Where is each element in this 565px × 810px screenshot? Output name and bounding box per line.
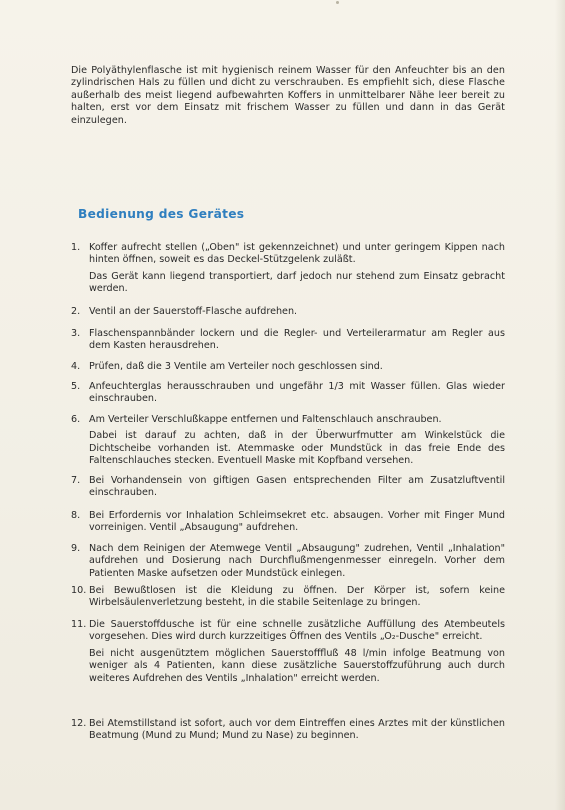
list-item-3: [71, 328, 505, 353]
item-text: Anfeuchterglas herausschrauben und ungefähr 1/3 mit Wasser füllen. Glas wieder einschrauben.: [89, 381, 505, 405]
list-item-1: [71, 242, 505, 296]
page-edge-shadow: [555, 0, 565, 810]
item-number: 11.: [71, 619, 87, 630]
list-item-4: [71, 361, 505, 373]
list-item-7: [71, 475, 505, 500]
item-text: Die Sauerstoffdusche ist für eine schnelle zusätzliche Auffüllung des Atembeutels vorgesehen. Dies wird durch kurzzeitiges Öffnen des Ventils „O₂-Dusche" erreicht.: [89, 619, 505, 643]
item-number: 3.: [71, 328, 81, 339]
list-item-11: [71, 619, 505, 685]
item-text: Prüfen, daß die 3 Ventile am Verteiler noch geschlossen sind.: [89, 361, 383, 372]
list-item-6: [71, 414, 505, 468]
item-number: 4.: [71, 361, 81, 372]
list-item-8: [71, 510, 505, 535]
item-number: 9.: [71, 543, 81, 554]
item-subtext: Bei nicht ausgenütztem möglichen Sauerstofffluß 48 l/min infolge Beatmung von weniger als 4 Patienten, kann diese zusätzliche Sauerstoffzuführung auch durch weiteres Aufdrehen des Ventils „Inhalation" erreicht werden.: [89, 647, 505, 684]
item-number: 12.: [71, 718, 87, 729]
item-number: 1.: [71, 242, 81, 253]
item-text: Flaschenspannbänder lockern und die Regler- und Verteilerarmatur am Regler aus dem Kasten herausdrehen.: [89, 328, 505, 352]
item-text: Bei Bewußtlosen ist die Kleidung zu öffnen. Der Körper ist, sofern keine Wirbelsäulenverletzung besteht, in die stabile Seitenlage zu bringen.: [89, 585, 505, 609]
item-number: 5.: [71, 381, 81, 392]
item-number: 10.: [71, 585, 87, 596]
item-text: Nach dem Reinigen der Atemwege Ventil „Absaugung" zudrehen, Ventil „Inhalation" aufdrehen und Dosierung nach Durchflußmengenmesser einregeln. Vorher dem Patienten Maske aufsetzen oder Mundstück einlegen.: [89, 543, 505, 579]
intro-paragraph: Die Polyäthylenflasche ist mit hygienisch reinem Wasser für den Anfeuchter bis an den zylindrischen Hals zu füllen und dicht zu verschrauben. Es empfiehlt sich, diese Flasche außerhalb des meist liegend aufbewahrten Koffers in unmittelbarer Nähe leer bereit zu halten, erst vor dem Einsatz mit frischem Wasser zu füllen und dann in das Gerät einzulegen.: [71, 65, 505, 126]
item-number: 6.: [71, 414, 81, 425]
item-number: 7.: [71, 475, 81, 486]
paper-speck: [336, 1, 339, 4]
list-item-5: [71, 381, 505, 406]
item-subtext: Das Gerät kann liegend transportiert, darf jedoch nur stehend zum Einsatz gebracht werden.: [89, 270, 505, 295]
item-subtext: Dabei ist darauf zu achten, daß in der Überwurfmutter am Winkelstück die Dichtscheibe vorhanden ist. Atemmaske oder Mundstück in das freie Ende des Faltenschlauches stecken. Eventuell Maske mit Kopfband versehen.: [89, 430, 505, 467]
list-item-2: [71, 306, 505, 318]
item-text: Bei Atemstillstand ist sofort, auch vor dem Eintreffen eines Arztes mit der künstlichen Beatmung (Mund zu Mund; Mund zu Nase) zu beginnen.: [89, 718, 505, 742]
list-item-9: [71, 543, 505, 580]
item-text: Bei Erfordernis vor Inhalation Schleimsekret etc. absaugen. Vorher mit Finger Mund vorreinigen. Ventil „Absaugung" aufdrehen.: [89, 510, 505, 534]
section-heading: Bedienung des Gerätes: [78, 207, 245, 221]
item-number: 2.: [71, 306, 81, 317]
list-item-10: [71, 585, 505, 610]
item-number: 8.: [71, 510, 81, 521]
item-text: Am Verteiler Verschlußkappe entfernen und Faltenschlauch anschrauben.: [89, 414, 442, 425]
item-text: Bei Vorhandensein von giftigen Gasen entsprechenden Filter am Zusatzluftventil einschrauben.: [89, 475, 505, 499]
item-text: Ventil an der Sauerstoff-Flasche aufdrehen.: [89, 306, 298, 317]
item-text: Koffer aufrecht stellen („Oben" ist gekennzeichnet) und unter geringem Kippen nach hinten öffnen, soweit es das Deckel-Stützgelenk zuläßt.: [89, 242, 505, 266]
list-item-12: [71, 718, 505, 743]
